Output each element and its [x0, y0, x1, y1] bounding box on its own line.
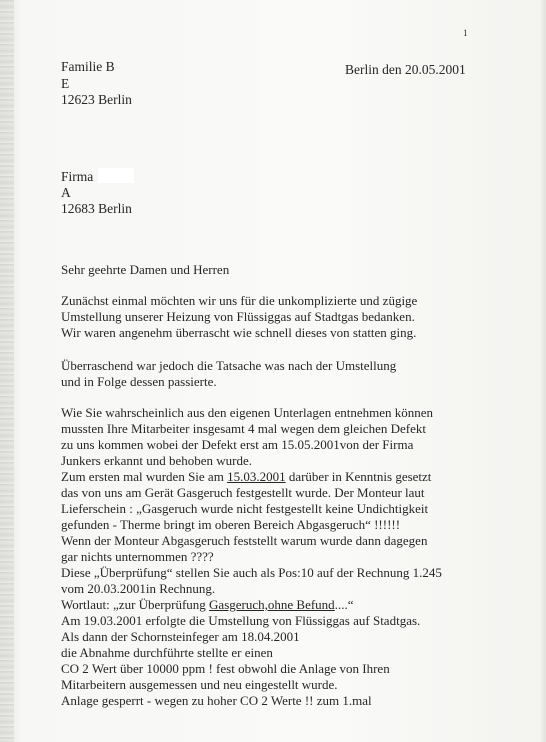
- para3-text: Zum ersten mal wurden Sie am: [61, 469, 228, 484]
- para3-line: Junkers erkannt und behoben wurde.: [61, 453, 252, 468]
- sender-line-3: 12623 Berlin: [61, 92, 132, 107]
- para2-line: und in Folge dessen passierte.: [61, 374, 217, 389]
- date-line: Berlin den 20.05.2001: [345, 62, 466, 77]
- para3-line: gar nichts unternommen ????: [61, 549, 214, 564]
- para3-line: [61, 469, 431, 485]
- para3-line: CO 2 Wert über 10000 ppm ! fest obwohl die Anlage von Ihren: [61, 661, 390, 676]
- underlined-phrase: Gasgeruch,ohne Befund: [209, 597, 335, 612]
- sender-line-2: E: [61, 76, 70, 91]
- para2-line: Überraschend war jedoch die Tatsache was nach der Umstellung: [61, 358, 397, 373]
- para1-line: Wir waren angenehm überrascht wie schnell dieses von statten ging.: [61, 325, 417, 340]
- para3-line: die Abnahme durchführte stellte er einen: [61, 645, 273, 660]
- page-number: 1: [463, 28, 468, 38]
- para3-line: Als dann der Schornsteinfeger am 18.04.2001: [61, 629, 300, 644]
- para3-line: Wenn der Monteur Abgasgeruch feststellt warum wurde dann dagegen: [61, 533, 428, 548]
- recipient-line-1: Firma: [61, 169, 94, 184]
- para3-line: Wie Sie wahrscheinlich aus den eigenen Unterlagen entnehmen können: [61, 405, 434, 420]
- para3-line: Mitarbeitern ausgemessen und neu eingestellt wurde.: [61, 677, 338, 692]
- para3-line: vom 20.03.2001in Rechnung.: [61, 581, 216, 596]
- recipient-line-3: 12683 Berlin: [61, 201, 132, 216]
- para3-line: [61, 597, 353, 613]
- para3-line: Lieferschein : „Gasgeruch wurde nicht festgestellt keine Undichtigkeit: [61, 501, 429, 516]
- para3-line: zu uns kommen wobei der Defekt erst am 15.05.2001von der Firma: [61, 437, 414, 452]
- scan-shadow: [540, 0, 546, 742]
- scan-edge: [0, 0, 14, 742]
- para1-line: Umstellung unserer Heizung von Flüssiggas auf Stadtgas bedanken.: [61, 309, 415, 324]
- salutation: Sehr geehrte Damen und Herren: [61, 262, 230, 277]
- para1-line: Zunächst einmal möchten wir uns für die unkomplizierte und zügige: [61, 293, 418, 308]
- para3-line: Anlage gesperrt - wegen zu hoher CO 2 Werte !! zum 1.mal: [61, 693, 372, 708]
- recipient-line-2: A: [61, 185, 71, 200]
- para3-line: Diese „Überprüfung“ stellen Sie auch als Pos:10 auf der Rechnung 1.245: [61, 565, 442, 580]
- underlined-date: 15.03.2001: [227, 469, 286, 484]
- para3-line: das von uns am Gerät Gasgeruch festgestellt wurde. Der Monteur laut: [61, 485, 425, 500]
- para3-line: gefunden - Therme bringt im oberen Bereich Abgasgeruch“ !!!!!!: [61, 517, 401, 532]
- redaction-box: [98, 168, 134, 183]
- para3-text: darüber in Kenntnis gesetzt: [285, 469, 432, 484]
- para3-text: ....“: [334, 597, 354, 612]
- para3-text: Wortlaut: „zur Überprüfung: [61, 597, 210, 612]
- sender-line-1: Familie B: [61, 59, 115, 74]
- para3-line: mussten Ihre Mitarbeiter insgesamt 4 mal wegen dem gleichen Defekt: [61, 421, 426, 436]
- para3-line: Am 19.03.2001 erfolgte die Umstellung von Flüssiggas auf Stadtgas.: [61, 613, 421, 628]
